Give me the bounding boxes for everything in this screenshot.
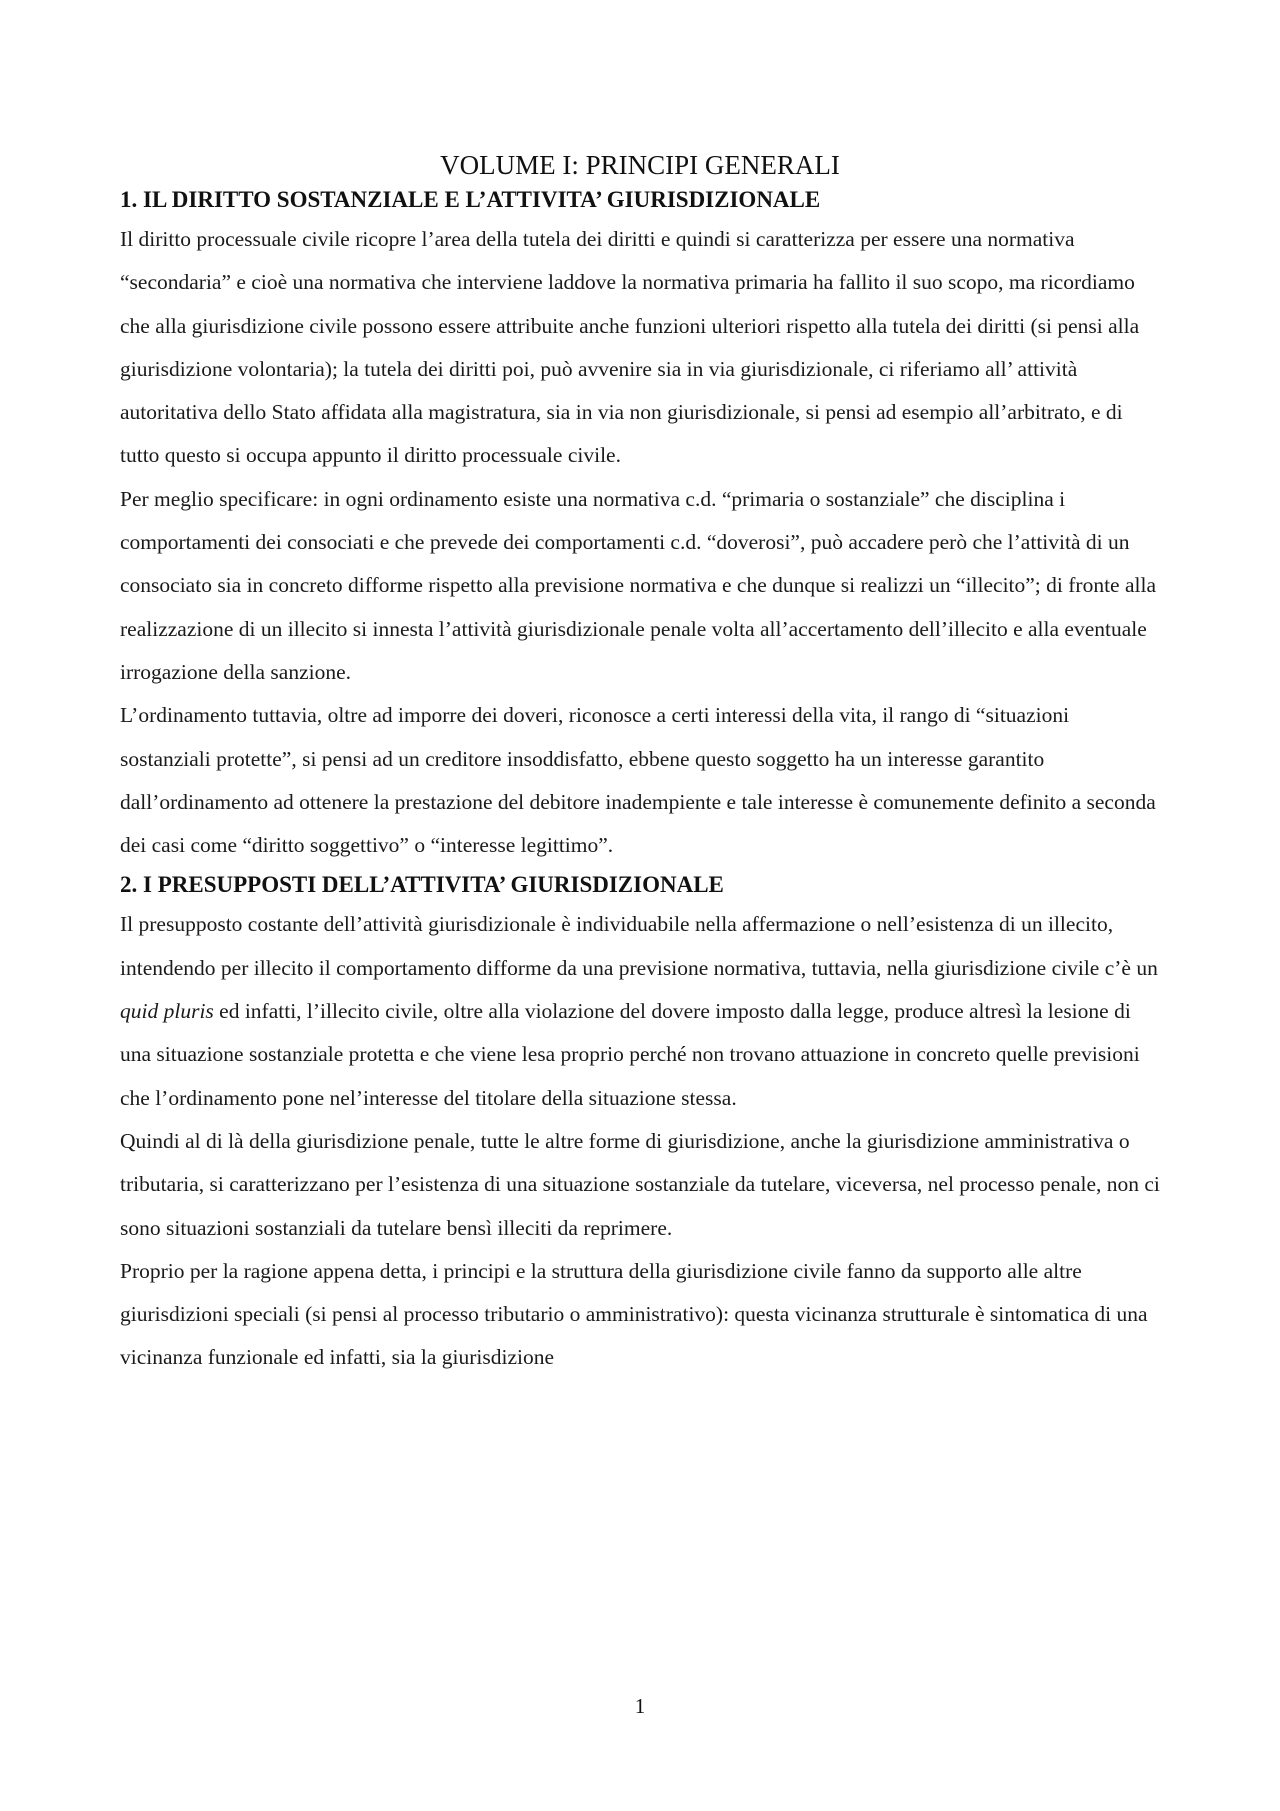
section-2-paragraph-2: Quindi al di là della giurisdizione penale, tutte le altre forme di giurisdizione, anche la giurisdizione amministrativa o tributaria, si caratterizzano per l’esistenza di una situazione sostanziale da tutelare, viceversa, nel processo penale, non ci sono situazioni sostanziali da tutelare bensì illeciti da reprimere.	[120, 1128, 1160, 1240]
section-heading-2: 2. I PRESUPPOSTI DELL’ATTIVITA’ GIURISDIZIONALE	[120, 872, 724, 898]
section-2-paragraph-1-start: Il presupposto costante dell’attività giurisdizionale è individuabile nella affermazione o nell’esistenza di un illecito, intendendo per illecito il comportamento difforme da una previsione normativa, tuttavia, nella giurisdizione civile c’è un	[120, 912, 1158, 980]
section-1-paragraph-3: L’ordinamento tuttavia, oltre ad imporre dei doveri, riconosce a certi interessi della vita, il rango di “situazioni sostanziali protette”, si pensi ad un creditore insoddisfatto, ebbene questo soggetto ha un interesse garantito dall’ordinamento ad ottenere la prestazione del debitore inadempiente e tale interesse è comunemente definito a seconda dei casi come “diritto soggettivo” o “interesse legittimo”.	[120, 703, 1156, 858]
section-heading-1: 1. IL DIRITTO SOSTANZIALE E L’ATTIVITA’ GIURISDIZIONALE	[120, 187, 821, 212]
section-2-paragraph-3: Proprio per la ragione appena detta, i principi e la struttura della giurisdizione civile fanno da supporto alle altre giurisdizioni speciali (si pensi al processo tributario o amministrativo): questa vicinanza strutturale è sintomatica di una vicinanza funzionale ed infatti, sia la giurisdizione	[120, 1258, 1148, 1370]
section-1-paragraph-1: Il diritto processuale civile ricopre l’area della tutela dei diritti e quindi si caratterizza per essere una normativa “secondaria” e cioè una normativa che interviene laddove la normativa primaria ha fallito il suo scopo, ma ricordiamo che alla giurisdizione civile possono essere attribuite anche funzioni ulteriori rispetto alla tutela dei diritti (si pensi alla giurisdizione volontaria); la tutela dei diritti poi, può avvenire sia in via giurisdizionale, ci riferiamo all’ attività autoritativa dello Stato affidata alla magistratura, sia in via non giurisdizionale, si pensi ad esempio all’arbitrato, e di tutto questo si occupa appunto il diritto processuale civile.	[120, 227, 1140, 468]
page-number: 1	[634, 1694, 646, 1718]
page-content	[120, 148, 1160, 1380]
section-2-paragraph-1-end: ed infatti, l’illecito civile, oltre alla violazione del dovere imposto dalla legge, produce altresì la lesione di una situazione sostanziale protetta e che viene lesa proprio perché non trovano attuazione in concreto quelle previsioni che l’ordinamento pone nel’interesse del titolare della situazione stessa.	[120, 999, 1140, 1110]
section-2-paragraph-1	[120, 903, 1160, 1119]
volume-title: VOLUME I: PRINCIPI GENERALI	[440, 150, 840, 180]
section-1-paragraph-2: Per meglio specificare: in ogni ordinamento esiste una normativa c.d. “primaria o sostanziale” che disciplina i comportamenti dei consociati e che prevede dei comportamenti c.d. “doverosi”, può accadere però che l’attività di un consociato sia in concreto difforme rispetto alla previsione normativa e che dunque si realizzi un “illecito”; di fronte alla realizzazione di un illecito si innesta l’attività giurisdizionale penale volta all’accertamento dell’illecito e alla eventuale irrogazione della sanzione.	[120, 486, 1156, 684]
italic-term-quid-pluris: quid pluris	[120, 999, 214, 1024]
